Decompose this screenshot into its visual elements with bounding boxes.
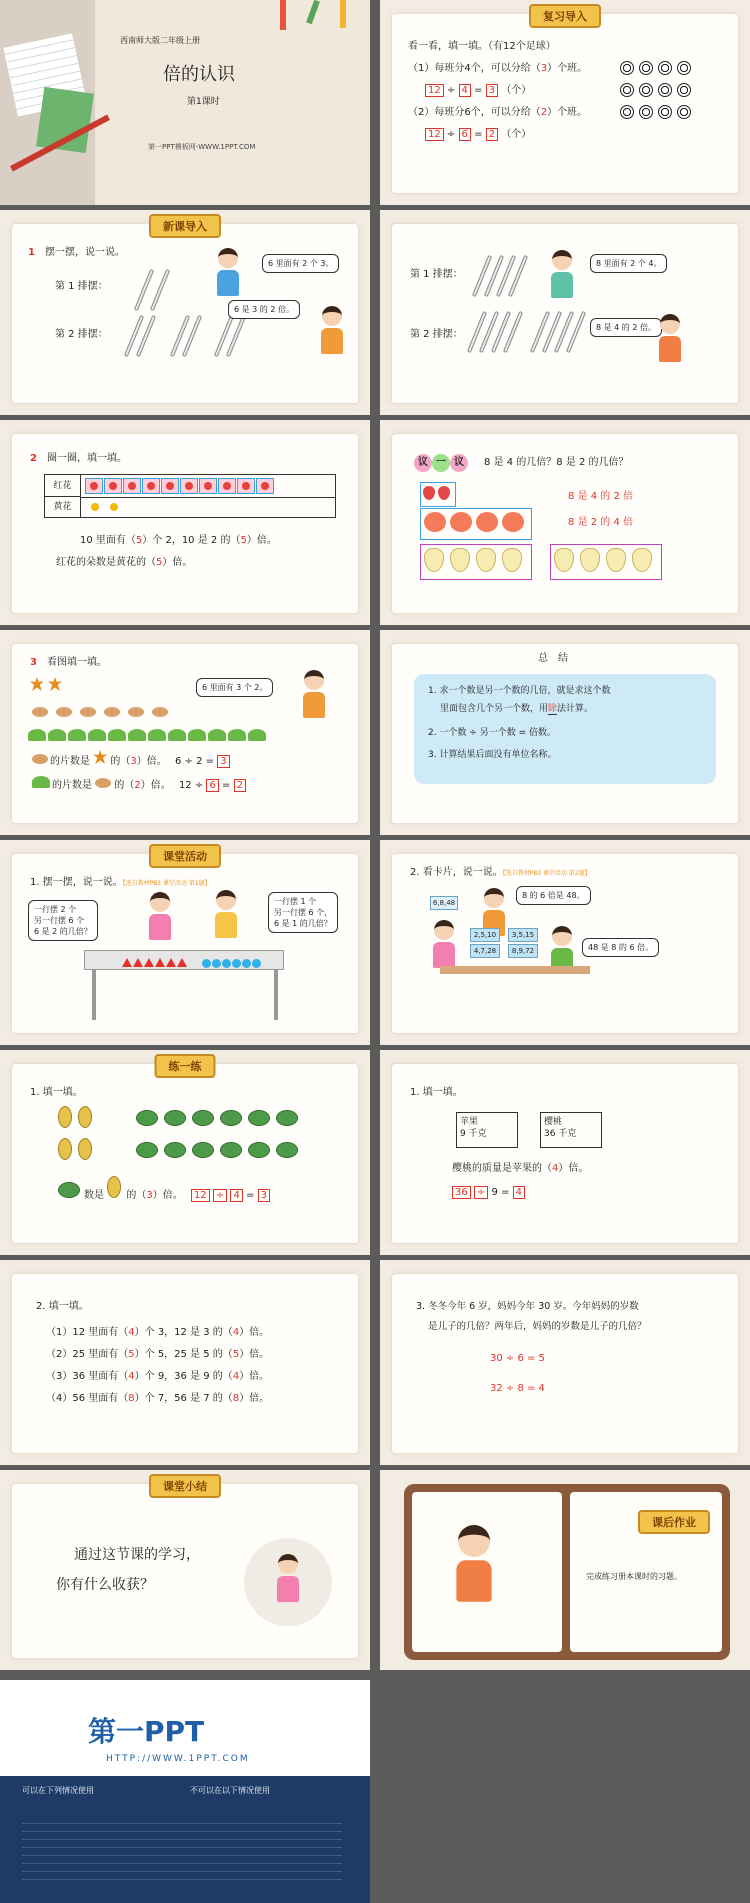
number-card: 8,9,72 <box>508 944 538 958</box>
row-2-label: 第 2 排摆： <box>55 329 108 340</box>
fill-row: （3）36 里面有（4）个 9，36 是 9 的（4）倍。 <box>46 1371 270 1382</box>
task-title: 2 圈一圈，填一填。 <box>30 453 127 464</box>
discuss-tag: 议 一 议 <box>414 454 468 472</box>
number-card: 2,5,10 <box>470 928 500 942</box>
question: 8 是 4 的几倍？8 是 2 的几倍？ <box>484 457 629 468</box>
question: 看一看，填一填。（有12个足球） <box>408 41 556 52</box>
fill-line-2: 红花的朵数是黄花的（5）倍。 <box>56 557 193 568</box>
pencils-decoration <box>270 0 370 30</box>
football-row <box>620 60 696 79</box>
fill-line: 数是 的（3）倍。 12 ÷ 4 = 3 <box>58 1176 270 1203</box>
row-1-label: 第 1 排摆： <box>410 269 463 280</box>
brand-url: HTTP://WWW.1PPT.COM <box>106 1754 250 1764</box>
desk <box>440 966 590 974</box>
girl-character <box>318 306 346 356</box>
usage-panel: 可以在下列情况使用 不可以在以下情况使用 <box>0 1776 370 1903</box>
pineapples <box>58 1106 98 1132</box>
girl-reading-character <box>452 1525 497 1605</box>
fill-line-2: 的片数是 的（2）倍。 12 ÷ 6 = 2 <box>32 776 246 793</box>
banner: 新课导入 <box>149 214 221 238</box>
fill-line-1: 的片数是 的（3）倍。 6 ÷ 2 = 3 <box>32 750 230 769</box>
speech-bubble: 一行摆 2 个 另一行摆 6 个 6 是 2 的几倍？ <box>28 900 98 941</box>
speech-bubble: 6 里面有 2 个 3。 <box>262 254 339 273</box>
seed-row <box>32 702 176 721</box>
watermelons <box>136 1110 304 1130</box>
question-line-1: 3. 冬冬今年 6 岁，妈妈今年 30 岁。今年妈妈的岁数 <box>416 1301 639 1312</box>
speech-bubble: 6 是 3 的 2 倍。 <box>228 300 300 319</box>
banner: 课堂活动 <box>149 844 221 868</box>
slide-reflection <box>0 1470 370 1670</box>
brand-logo: 第一PPT <box>88 1715 205 1748</box>
number-card: 6,8,48 <box>430 896 458 910</box>
girl-writing-illustration <box>244 1538 332 1626</box>
reflection-line-1: 通过这节课的学习， <box>74 1547 200 1563</box>
boy-character <box>214 248 242 298</box>
homework-text: 完成练习册本课时的习题。 <box>586 1572 682 1581</box>
slide-review: 复习导入 看一看，填一填。（有12个足球） （1）每班分4个，可以分给（3）个班。 12 ÷ 4 = 3 （个） （2）每班分6个，可以分给（2）个班。 12 ÷ 6 = 2 （个） <box>380 0 750 205</box>
fill-line-1: 10 里面有（5）个 2，10 是 2 的（5）倍。 <box>80 535 277 546</box>
girl-character <box>300 670 328 720</box>
task-title: 1. 填一填。 <box>410 1087 463 1098</box>
slide-intro-1 <box>0 210 370 415</box>
apples <box>420 508 532 540</box>
header-text: 西南师大版二年级上册 <box>120 36 200 45</box>
boy-character <box>548 250 576 300</box>
fill-row: （4）56 里面有（8）个 7，56 是 7 的（8）倍。 <box>46 1393 270 1404</box>
site-credit: 第一PPT模板网-WWW.1PPT.COM <box>148 143 256 151</box>
lesson-subtitle: 第1课时 <box>187 97 220 107</box>
answer-2: 32 ÷ 8 = 4 <box>490 1383 545 1394</box>
banner: 练一练 <box>155 1054 216 1078</box>
circle-shapes <box>202 953 262 972</box>
banner: 课后作业 <box>638 1510 710 1534</box>
slide-practice-1 <box>0 1050 370 1255</box>
speech-bubble: 48 是 8 的 6 倍。 <box>582 938 659 957</box>
number-card: 3,5,15 <box>508 928 538 942</box>
fill-row: （2）25 里面有（5）个 5，25 是 5 的（5）倍。 <box>46 1349 270 1360</box>
equation: 36 ÷ 9 = 4 <box>452 1186 525 1200</box>
answer-1: 30 ÷ 6 = 5 <box>490 1353 545 1364</box>
lesson-title: 倍的认识 <box>163 64 235 85</box>
pears-group-1 <box>420 544 532 580</box>
answer-2: 8 是 2 的 4 倍 <box>568 517 633 528</box>
reflection-line-2: 你有什么收获？ <box>56 1577 154 1593</box>
speech-bubble: 一行摆 1 个 另一行摆 6 个， 6 是 1 的几倍？ <box>268 892 338 933</box>
slide-practice-2 <box>380 1050 750 1255</box>
slide-word-problem <box>380 1260 750 1465</box>
strawberries <box>420 482 456 507</box>
banner: 课堂小结 <box>149 1474 221 1498</box>
cherry-box: 樱桃 36 千克 <box>540 1112 602 1148</box>
football-row <box>620 104 696 123</box>
slide-activity-1: 课堂活动 1. 摆一摆，说一说。【选自教材P83 课堂活动 第1题】 一行摆 2 个 另一行摆 6 个 6 是 2 的几倍？ 一行摆 1 个 另一行摆 6 个， 6 是 1 的几倍？ <box>0 840 370 1045</box>
maple-leaves <box>30 676 66 695</box>
task-title: 1. 填一填。 <box>30 1087 83 1098</box>
fill-row: （1）12 里面有（4）个 3，12 是 3 的（4）倍。 <box>46 1327 270 1338</box>
slide-fill-picture <box>0 630 370 835</box>
slide-summary: 总 结 1. 求一个数是另一个数的几倍，就是求这个数 里面包含几个另一个数，用除法计算。 2. 一个数 ÷ 另一个数 = 倍数。 3. 计算结果后面没有单位名称。 <box>380 630 750 835</box>
stationery-decoration <box>0 0 95 205</box>
slide-homework <box>380 1470 750 1670</box>
equation-2: 12 ÷ 6 = 2 （个） <box>425 128 531 142</box>
answer-1: 8 是 4 的 2 倍 <box>568 491 633 502</box>
girl-character <box>656 314 684 364</box>
promo-page <box>0 1680 370 1903</box>
boy-character <box>212 890 240 940</box>
banner: 复习导入 <box>529 4 601 28</box>
summary-title: 总 结 <box>538 653 568 664</box>
row-1-label: 第 1 排摆： <box>55 281 108 292</box>
speech-bubble: 6 里面有 3 个 2。 <box>196 678 273 697</box>
question-line-2: 是儿子的几倍？两年后，妈妈的岁数是儿子的几倍？ <box>428 1321 647 1332</box>
slide-practice-3 <box>0 1260 370 1465</box>
apple-box: 苹果 9 千克 <box>456 1112 518 1148</box>
football-row <box>620 82 696 101</box>
speech-bubble: 8 的 6 倍是 48。 <box>516 886 591 905</box>
task-title: 3 看图填一填。 <box>30 657 107 668</box>
slide-discuss <box>380 420 750 625</box>
slide-intro-2 <box>380 210 750 415</box>
task-title: 1 摆一摆，说一说。 <box>28 247 125 258</box>
number-card: 4,7,28 <box>470 944 500 958</box>
watermelons <box>136 1142 304 1162</box>
girl-character <box>430 920 458 970</box>
slide-circle-fill <box>0 420 370 625</box>
speech-bubble: 8 里面有 2 个 4。 <box>590 254 667 273</box>
slide-title <box>0 0 370 205</box>
row-2-label: 第 2 排摆： <box>410 329 463 340</box>
pineapples <box>58 1138 98 1164</box>
pears-group-2 <box>550 544 662 580</box>
triangle-shapes <box>122 952 188 971</box>
yellow-flowers <box>87 500 125 520</box>
task-title: 2. 填一填。 <box>36 1301 89 1312</box>
speech-bubble: 8 是 4 的 2 倍。 <box>590 318 662 337</box>
slide-activity-2: 2. 看卡片，说一说。【选自教材P83 课堂活动 第2题】 6,8,48 8 的 6 倍是 48。 48 是 8 的 6 倍。 2,5,10 3,5,15 4,7,28 8,9,72 <box>380 840 750 1045</box>
fill-line: 樱桃的质量是苹果的（4）倍。 <box>452 1163 589 1174</box>
red-flowers <box>85 478 275 498</box>
flower-table: 红花 黄花 <box>44 474 336 518</box>
equation-1: 12 ÷ 4 = 3 （个） <box>425 84 531 98</box>
leaf-row <box>28 726 268 745</box>
girl-character <box>146 892 174 942</box>
